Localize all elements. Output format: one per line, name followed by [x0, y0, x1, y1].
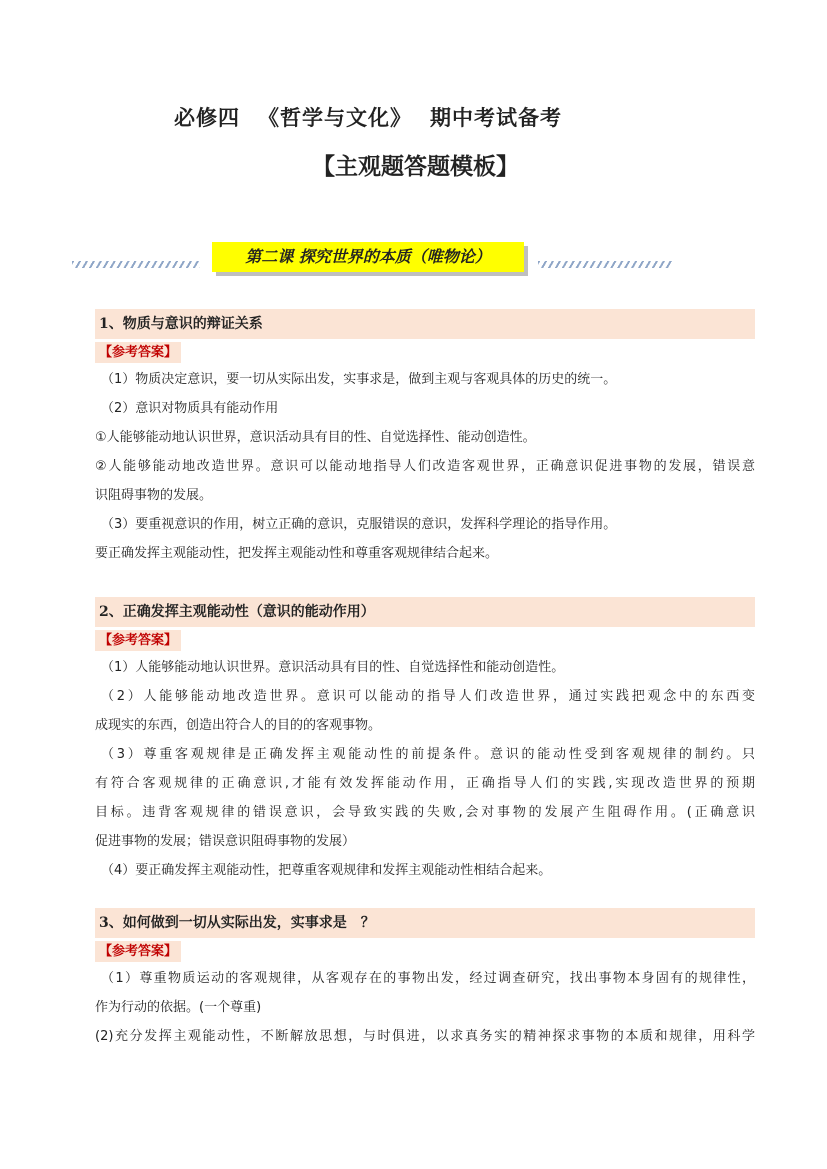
title-part-2: 《哲学与文化》	[258, 105, 412, 130]
lesson-title: 第二课 探究世界的本质（唯物论）	[212, 242, 524, 272]
question-section-3	[95, 908, 755, 1051]
page-subtitle: 【主观题答题模板】	[312, 153, 519, 180]
banner-hatch-right	[538, 261, 672, 268]
answer-line: （4）要正确发挥主观能动性，把尊重客观规律和发挥主观能动性相结合起来。	[101, 863, 552, 878]
title-part-3: 期中考试备考	[430, 105, 562, 130]
answer-line: (2)充分发挥主观能动性，不断解放思想，与时俱进，以求真务实的精神探求事物的本质和规律，用科学	[95, 1029, 755, 1044]
question-heading: 2、正确发挥主观能动性（意识的能动作用）	[95, 597, 755, 627]
question-section-2	[95, 597, 755, 885]
answer-line: （1）人能够能动地认识世界。意识活动具有目的性、自觉选择性和能动创造性。	[101, 660, 565, 675]
page-title	[174, 102, 562, 132]
answer-line: （3）要重视意识的作用，树立正确的意识，克服错误的意识，发挥科学理论的指导作用。	[101, 517, 617, 532]
answer-line: 有符合客观规律的正确意识,才能有效发挥能动作用，正确指导人们的实践,实现改造世界的预期	[95, 776, 755, 791]
banner-hatch-left	[72, 261, 200, 268]
answer-line: （3）尊重客观规律是正确发挥主观能动性的前提条件。意识的能动性受到客观规律的制约。只	[101, 747, 755, 762]
answer-line: 要正确发挥主观能动性，把发挥主观能动性和尊重客观规律结合起来。	[95, 546, 499, 561]
title-part-1: 必修四	[174, 105, 240, 130]
question-heading: 1、物质与意识的辩证关系	[95, 309, 755, 339]
answer-line: ②人能够能动地改造世界。意识可以能动地指导人们改造客观世界，正确意识促进事物的发展，错误意	[95, 459, 755, 474]
answer-line: 识阻碍事物的发展。	[95, 488, 213, 503]
answer-label: 【参考答案】	[95, 342, 181, 363]
lesson-banner	[72, 240, 672, 276]
answer-line: （2）人能够能动地改造世界。意识可以能动的指导人们改造世界，通过实践把观念中的东西变	[101, 689, 755, 704]
answer-line: ①人能够能动地认识世界，意识活动具有目的性、自觉选择性、能动创造性。	[95, 430, 536, 445]
answer-line: 作为行动的依据。(一个尊重)	[95, 1000, 262, 1015]
answer-label: 【参考答案】	[95, 941, 181, 962]
question-section-1	[95, 309, 755, 568]
answer-line: 目标。违背客观规律的错误意识，会导致实践的失败,会对事物的发展产生阻碍作用。(正确意识	[95, 805, 755, 820]
answer-line: 成现实的东西，创造出符合人的目的的客观事物。	[95, 718, 382, 733]
answer-line: 促进事物的发展；错误意识阻碍事物的发展）	[95, 834, 356, 849]
answer-line: （1）尊重物质运动的客观规律，从客观存在的事物出发，经过调查研究，找出事物本身固有的规律性，	[101, 971, 755, 986]
answer-line: （2）意识对物质具有能动作用	[101, 401, 279, 416]
answer-label: 【参考答案】	[95, 630, 181, 651]
question-heading: 3、如何做到一切从实际出发，实事求是 ？	[95, 908, 755, 938]
answer-line: （1）物质决定意识，要一切从实际出发，实事求是，做到主观与客观具体的历史的统一。	[101, 372, 617, 387]
